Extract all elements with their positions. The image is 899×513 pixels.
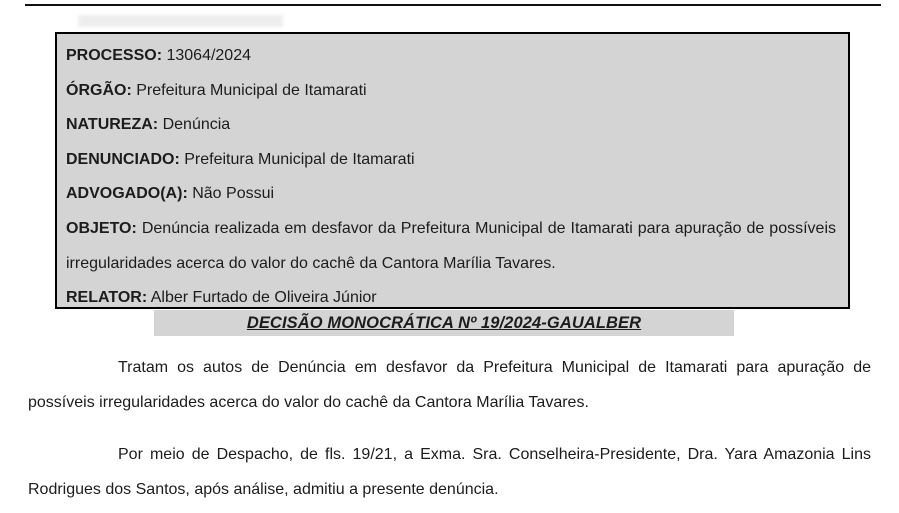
body-paragraph: Por meio de Despacho, de fls. 19/21, a Exma. Sra. Conselheira-Presidente, Dra. Yara Amazonia Lins Rodrigues dos Santos, após análise, admitiu a presente denúncia. [28, 446, 871, 498]
field-value: Prefeitura Municipal de Itamarati [184, 150, 415, 168]
field-value: Denúncia [162, 116, 231, 134]
field-value: Prefeitura Municipal de Itamarati [136, 81, 367, 99]
case-info-box [55, 32, 850, 309]
field-denunciado [66, 143, 836, 178]
field-natureza [66, 108, 836, 143]
field-label: NATUREZA: [66, 116, 159, 134]
decision-title-band [154, 310, 734, 336]
field-label: ÓRGÃO: [66, 81, 132, 99]
field-label: DENUNCIADO: [66, 150, 180, 168]
body-paragraph: Tratam os autos de Denúncia em desfavor da Prefeitura Municipal de Itamarati para apuração de possíveis irregularidades acerca do valor do cachê da Cantora Marília Tavares. [28, 359, 871, 411]
field-value: Alber Furtado de Oliveira Júnior [150, 289, 377, 307]
field-label: ADVOGADO(A): [66, 185, 188, 203]
top-rule [25, 4, 881, 6]
field-objeto [66, 212, 836, 281]
field-value: Denúncia realizada em desfavor da Prefeitura Municipal de Itamarati para apuração de possíveis irregularidades acerca do valor do cachê da Cantora Marília Tavares. [66, 219, 836, 272]
scan-artifact [78, 15, 283, 27]
field-value: Não Possui [192, 185, 275, 203]
decision-title: DECISÃO MONOCRÁTICA Nº 19/2024-GAUALBER [246, 313, 642, 332]
field-orgao [66, 74, 836, 109]
field-label: PROCESSO: [66, 47, 163, 64]
field-label: RELATOR: [66, 289, 148, 307]
field-processo [66, 39, 836, 74]
field-advogado [66, 177, 836, 212]
field-value: 13064/2024 [166, 47, 251, 64]
field-label: OBJETO: [66, 219, 137, 237]
